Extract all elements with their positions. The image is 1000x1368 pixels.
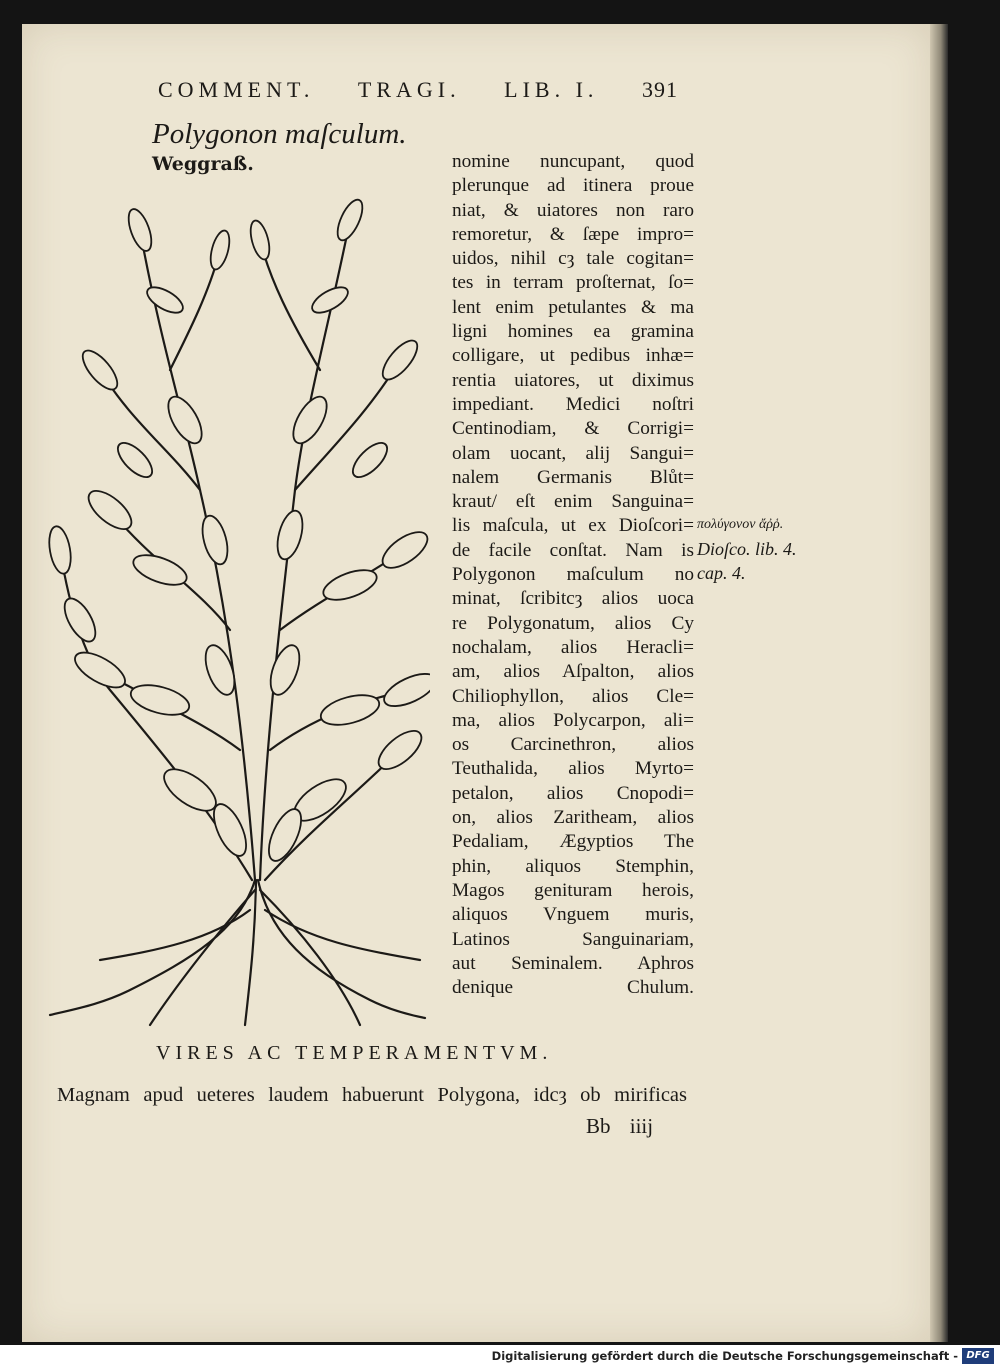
text-line: nalem Germanis Blůt= — [452, 466, 694, 488]
margin-note-chapter: cap. 4. — [697, 563, 746, 583]
text-line: ligni homines ea gramina — [452, 321, 694, 343]
plant-title: Polygonon maſculum. — [152, 118, 407, 150]
text-line: minat, ſcribitcȝ alios uoca — [452, 588, 694, 610]
text-line: uidos, nihil cȝ tale cogitan= — [452, 248, 694, 270]
text-line: lent enim petulantes & ma — [452, 296, 694, 318]
text-line: Centinodiam, & Corrigi= — [452, 418, 694, 440]
text-line: Magos genituram herois, — [452, 879, 694, 901]
text-line: niat, & uiatores non raro — [452, 199, 694, 221]
text-line: rentia uiatores, ut diximus — [452, 369, 694, 391]
running-head — [158, 77, 678, 103]
text-line: aliquos Vnguem muris, — [452, 904, 694, 926]
text-line: Latinos Sanguinariam, — [452, 928, 694, 950]
text-line: on, alios Zaritheam, alios — [452, 807, 694, 829]
text-line: am, alios Aſpalton, alios — [452, 661, 694, 683]
text-line: de facile conſtat. Nam is — [452, 539, 694, 561]
text-line: ma, alios Polycarpon, ali= — [452, 709, 694, 731]
text-line: denique Chulum. — [452, 977, 694, 999]
text-line: kraut/ eſt enim Sanguina= — [452, 491, 694, 513]
text-line: Teuthalida, alios Myrto= — [452, 758, 694, 780]
running-head-middle: TRAGI. — [357, 77, 461, 102]
page-number: 391 — [642, 77, 678, 102]
margin-note-greek: πολύγονον ἄῤῥ. — [697, 517, 784, 532]
text-line: impediant. Medici noſtri — [452, 393, 694, 415]
text-line: lis maſcula, ut ex Dioſcori= — [452, 515, 694, 537]
page-edge — [930, 24, 948, 1342]
dfg-logo-icon: DFG — [962, 1348, 994, 1364]
text-line: plerunque ad itinera proue — [452, 175, 694, 197]
text-line: remoretur, & ſæpe impro= — [452, 223, 694, 245]
text-line: tes in terram proſternat, ſo= — [452, 272, 694, 294]
text-line: petalon, alios Cnopodi= — [452, 782, 694, 804]
text-line: phin, aliquos Stemphin, — [452, 855, 694, 877]
body-text-line: Magnam apud ueteres laudem habuerunt Polygona, idcȝ ob mirificas — [57, 1084, 687, 1106]
footer-credit: Digitalisierung gefördert durch die Deutsche Forschungsgemeinschaft - — [491, 1349, 958, 1363]
text-line: nomine nuncupant, quod — [452, 151, 694, 172]
text-line: Chiliophyllon, alios Cle= — [452, 685, 694, 707]
main-text-column — [452, 150, 694, 1000]
text-line: re Polygonatum, alios Cy — [452, 612, 694, 634]
footer-bar — [0, 1345, 1000, 1368]
running-head-book: LIB. I. — [504, 77, 599, 102]
running-head-left: COMMENT. — [158, 77, 315, 102]
signature-mark: Bb iiij — [586, 1114, 654, 1138]
text-line: Pedaliam, Ægyptios The — [452, 831, 694, 853]
margin-note-reference: Dioſco. lib. 4. — [697, 539, 797, 559]
text-line: olam uocant, alij Sangui= — [452, 442, 694, 464]
text-line: colligare, ut pedibus inhæ= — [452, 345, 694, 367]
section-heading: VIRES AC TEMPERAMENTVM. — [156, 1042, 553, 1064]
woodcut-plant-illustration — [40, 190, 430, 1030]
text-line: aut Seminalem. Aphros — [452, 952, 694, 974]
plant-german-name: Weggraß. — [152, 153, 254, 175]
text-line: os Carcinethron, alios — [452, 734, 694, 756]
text-line: nochalam, alios Heracli= — [452, 636, 694, 658]
text-line: Polygonon maſculum no — [452, 564, 694, 586]
margin-note — [697, 513, 832, 585]
